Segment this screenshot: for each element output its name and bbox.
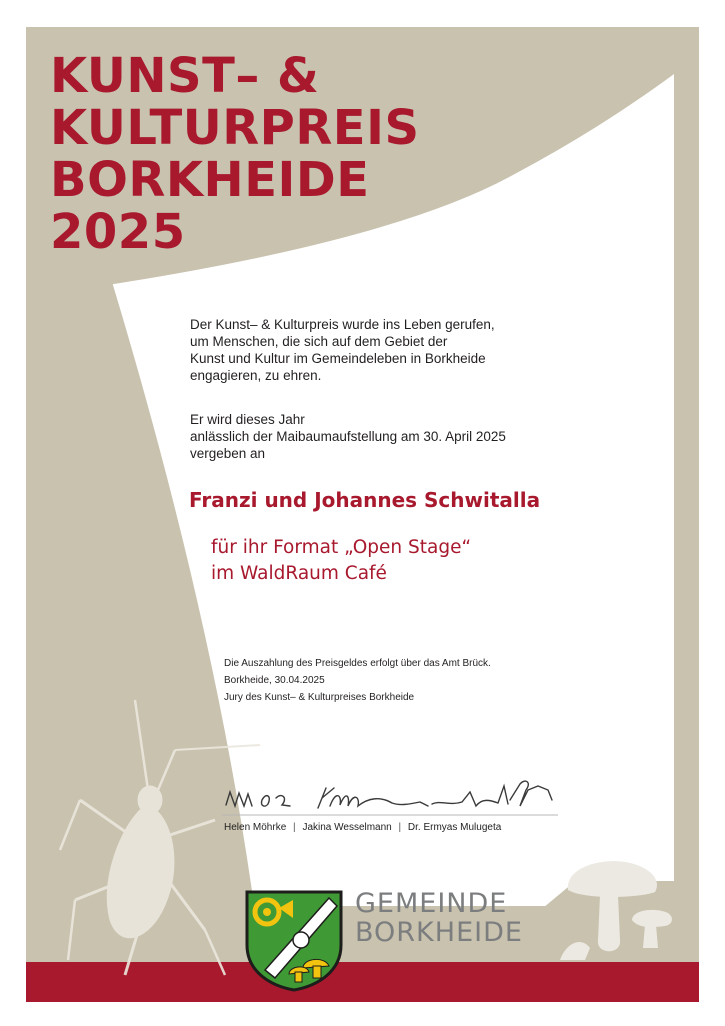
title-line-2: KULTURPREIS [50,100,420,156]
municipality-line: BORKHEIDE [355,917,523,948]
details-line: Die Auszahlung des Preisgeldes erfolgt über das Amt Brück. [224,658,491,669]
payout-details [224,655,491,706]
intro-line: um Menschen, die sich auf dem Gebiet der [190,334,448,349]
occasion-line: anlässlich der Maibaumaufstellung am 30. April 2025 [190,429,506,444]
signer-separator: | [293,822,296,833]
signer-name: Jakina Wesselmann [302,822,392,833]
occasion-paragraph [190,411,506,462]
award-format [211,535,471,587]
occasion-line: Er wird dieses Jahr [190,412,305,427]
awardee-name: Franzi und Johannes Schwitalla [189,488,541,512]
coat-of-arms-icon [245,890,343,992]
signer-separator: | [398,822,402,833]
details-line: Borkheide, 30.04.2025 [224,675,325,686]
intro-line: engagieren, zu ehren. [190,368,322,383]
format-line: für ihr Format „Open Stage“ [211,537,472,558]
format-line: im WaldRaum Café [211,563,387,584]
intro-line: Der Kunst– & Kulturpreis wurde ins Leben gerufen, [190,317,495,332]
municipality-name [355,889,523,947]
title-line-3: BORKHEIDE [50,152,370,208]
signer-names [224,822,501,833]
intro-paragraph [190,316,495,384]
details-line: Jury des Kunst– & Kulturpreises Borkheide [224,692,415,703]
signer-name: Dr. Ermyas Mulugeta [407,822,502,833]
municipality-line: GEMEINDE [355,888,508,919]
title-line-1: KUNST– & [50,48,320,104]
occasion-line: vergeben an [190,446,266,461]
signer-name: Helen Möhrke [224,822,287,833]
intro-line: Kunst und Kultur im Gemeindeleben in Borkheide [190,351,486,366]
title-line-4: 2025 [50,204,186,260]
